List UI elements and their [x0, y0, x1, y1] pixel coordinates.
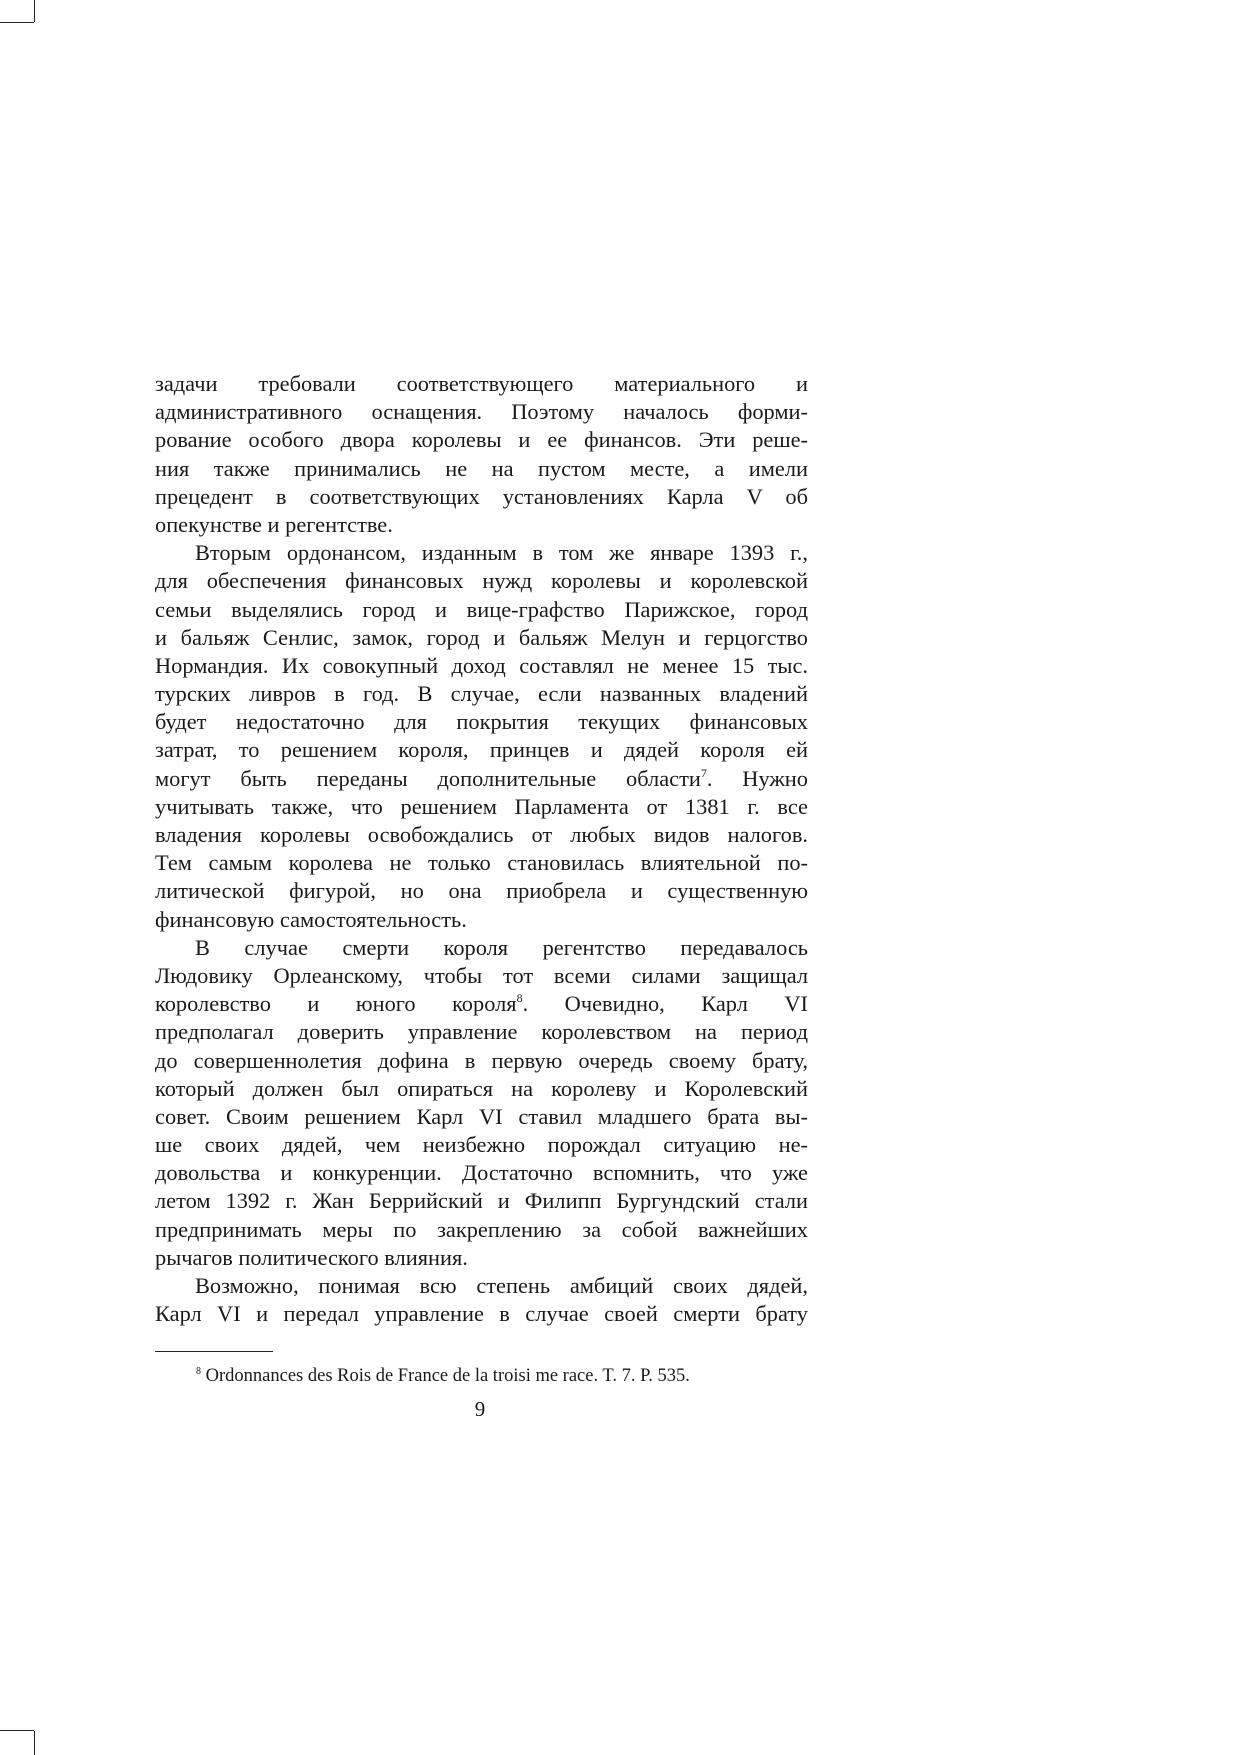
- crop-mark-top-vertical: [34, 0, 35, 22]
- text-line: ния также принимались не на пустом месте, а имели: [155, 455, 808, 481]
- text-line: Тем самым королева не только становилась влиятельной по-: [155, 850, 808, 876]
- crop-mark-bottom-horizontal: [0, 1730, 34, 1731]
- text-line: [155, 765, 808, 793]
- text-line: затрат, то решением короля, принцев и дядей короля ей: [155, 737, 808, 763]
- text-line: литической фигурой, но она приобрела и существенную: [155, 878, 808, 904]
- text-line: довольства и конкуренции. Достаточно вспомнить, что уже: [155, 1160, 808, 1186]
- text-line: предпринимать меры по закреплению за собой важнейших: [155, 1216, 808, 1242]
- page-number: 9: [474, 1397, 486, 1421]
- text-line: прецедент в соответствующих установлениях Карла V об: [155, 483, 808, 509]
- text-line-end: . Нужно: [706, 765, 808, 791]
- text-line: и бальяж Сенлис, замок, город и бальяж Мелун и герцогство: [155, 624, 808, 650]
- text-line: финансовую самостоятельность.: [155, 906, 467, 932]
- text-line: владения королевы освобождались от любых видов налогов.: [155, 822, 808, 847]
- text-line: Людовику Орлеанскому, чтобы тот всеми силами защищал: [155, 962, 808, 988]
- text-line: Вторым ордонансом, изданным в том же январе 1393 г.,: [195, 540, 808, 566]
- text-line: опекунстве и регентстве.: [155, 511, 393, 537]
- text-line: Нормандия. Их совокупный доход составлял не менее 15 тыс.: [155, 652, 808, 678]
- text-line: летом 1392 г. Жан Беррийский и Филипп Бургундский стали: [155, 1188, 808, 1214]
- text-line: ше своих дядей, чем неизбежно порождал ситуацию не-: [155, 1132, 808, 1158]
- text-line: семьи выделялись город и вице-графство Парижское, город: [155, 596, 808, 622]
- crop-mark-bottom-vertical: [34, 1731, 35, 1755]
- footnote: [196, 1364, 690, 1388]
- footnote-ref-8[interactable]: 8: [516, 991, 523, 1006]
- text-line: В случае смерти короля регентство передавалось: [195, 934, 808, 960]
- text-line: совет. Своим решением Карл VI ставил младшего брата вы-: [155, 1103, 808, 1129]
- text-line: Карл VI и передал управление в случае своей смерти брату: [155, 1301, 808, 1327]
- text-line-start: королевство и юного короля: [155, 991, 517, 1017]
- text-line: турских ливров в год. В случае, если названных владений: [155, 681, 808, 707]
- text-line: рычагов политического влияния.: [155, 1244, 468, 1270]
- text-line: до совершеннолетия дофина в первую очередь своему брату,: [155, 1047, 808, 1073]
- footnote-marker: 8: [196, 1366, 201, 1377]
- body-text: [155, 370, 808, 1328]
- crop-mark-top-horizontal: [0, 22, 34, 23]
- text-line-start: могут быть переданы дополнительные области: [155, 765, 701, 791]
- text-line: рование особого двора королевы и ее финансов. Эти реше-: [155, 427, 808, 453]
- footnote-text: Ordonnances des Rois de France de la troisi me race. T. 7. P. 535.: [205, 1366, 690, 1386]
- footnote-separator: [155, 1351, 273, 1352]
- text-line: для обеспечения финансовых нужд королевы и королевской: [155, 568, 808, 594]
- footnote-ref-7[interactable]: 7: [700, 765, 707, 780]
- text-line: [155, 990, 808, 1018]
- text-line: предполагал доверить управление королевством на период: [155, 1019, 808, 1045]
- text-line: административного оснащения. Поэтому началось форми-: [155, 399, 808, 425]
- text-line: будет недостаточно для покрытия текущих финансовых: [155, 709, 808, 735]
- text-line: задачи требовали соответствующего материального и: [155, 371, 808, 396]
- text-line: учитывать также, что решением Парламента от 1381 г. все: [155, 793, 808, 819]
- text-line: Возможно, понимая всю степень амбиций своих дядей,: [195, 1273, 808, 1298]
- text-line-end: . Очевидно, Карл VI: [522, 991, 808, 1017]
- text-line: который должен был опираться на королеву и Королевский: [155, 1075, 808, 1101]
